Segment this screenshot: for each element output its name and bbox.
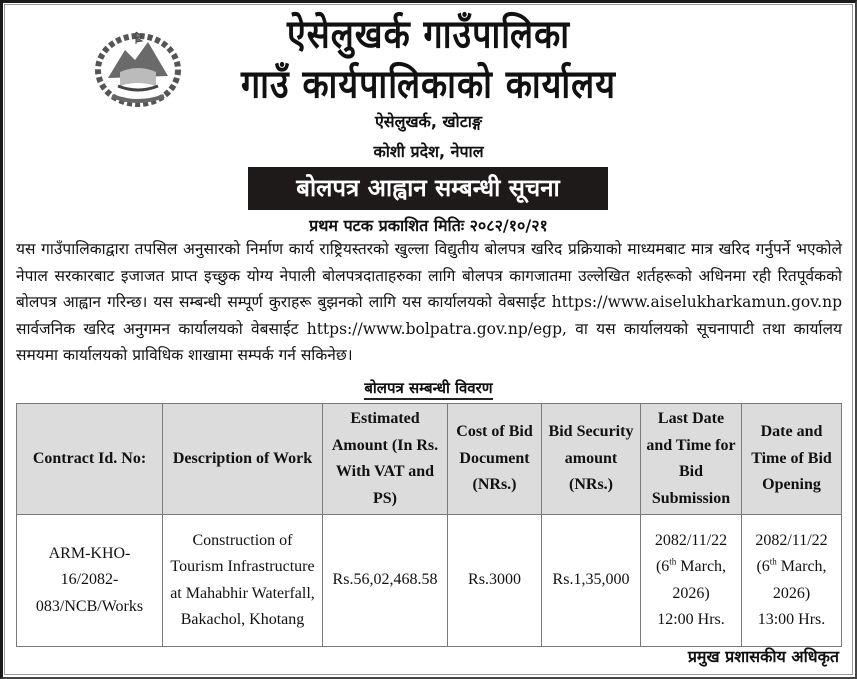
table-row bbox=[17, 515, 842, 647]
table-header-row bbox=[17, 404, 842, 515]
cell-estimated-amount: Rs.56,02,468.58 bbox=[323, 515, 448, 647]
submission-time: 12:00 Hrs. bbox=[657, 611, 725, 628]
office-name: गाउँ कार्यपालिकाको कार्यालय bbox=[241, 61, 616, 108]
column-header-bid-document-cost: Cost of Bid Document (NRs.) bbox=[448, 404, 542, 515]
municipality-name: ऐसेलुखर्क गाउँपालिका bbox=[286, 11, 571, 58]
opening-date-bs: 2082/11/22 bbox=[755, 531, 828, 549]
opening-date-ad-rest: March, 2026) bbox=[772, 558, 827, 602]
cell-submission-deadline bbox=[641, 515, 742, 647]
notice-title-banner: बोलपत्र आह्वान सम्बन्धी सूचना bbox=[248, 167, 608, 210]
cell-bid-opening bbox=[742, 515, 842, 647]
bid-details-table bbox=[16, 403, 842, 647]
notice-body: यस गाउँपालिकाद्वारा तपसिल अनुसारको निर्माण कार्य राष्ट्रियस्तरको खुल्ला विद्युतीय बोलपत्र खरिद प्रक्रियाको माध्यमबाट मात्र खरिद गर्नुपर्ने भएकोले नेपाल सरकारबाट इजाजत प्राप्त इच्छुक योग्य नेपाली बोलपत्रदाताहरुका लागि बोलपत्र कागजातमा उल्लेखित शर्तहरूको अधिनमा रही रितपूर्वकको बोलपत्र आह्वान गरिन्छ। यस सम्बन्धी सम्पूर्ण कुराहरू बुझनको लागि यस कार्यालयको वेबसाईट https://www.aiselukharkamun.gov.np सार्वजनिक खरिद अनुगमन कार्यालयको वेबसाईट https://www.bolpatra.gov.np/egp, वा यस कार्यालयको सूचनापाटी तथा कार्यालय समयमा कार्यालयको प्राविधिक शाखामा सम्पर्क गर्न सकिनेछ। bbox=[16, 240, 842, 364]
submission-date-bs: 2082/11/22 bbox=[654, 531, 728, 549]
address-line-2: कोशी प्रदेश, नेपाल bbox=[373, 142, 484, 161]
submission-date-ad-prefix: (6 bbox=[655, 558, 670, 575]
cell-bid-document-cost: Rs.3000 bbox=[448, 515, 542, 647]
first-published-date: प्रथम पटक प्रकाशित मितिः २०८२/१०/२१ bbox=[309, 216, 548, 235]
column-header-contract-id: Contract Id. No: bbox=[17, 404, 163, 515]
submission-date-ad-rest: March, 2026) bbox=[672, 558, 727, 602]
cell-description: Construction of Tourism Infrastructure at Mahabhir Waterfall, Bakachol, Khotang bbox=[163, 515, 323, 647]
cell-contract-id: ARM-KHO-16/2082-083/NCB/Works bbox=[17, 515, 163, 647]
submission-date-ad-sup: th bbox=[669, 556, 677, 567]
column-header-description: Description of Work bbox=[163, 404, 323, 515]
column-header-estimated-amount: Estimated Amount (In Rs. With VAT and PS) bbox=[323, 404, 448, 515]
details-heading-wrap bbox=[0, 378, 857, 398]
opening-date-ad-prefix: (6 bbox=[756, 558, 770, 575]
column-header-submission-deadline: Last Date and Time for Bid Submission bbox=[641, 404, 742, 515]
signatory: प्रमुख प्रशासकीय अधिकृत bbox=[687, 647, 839, 666]
opening-time: 13:00 Hrs. bbox=[757, 611, 826, 628]
address-line-1: ऐसेलुखर्क, खोटाङ्ग bbox=[374, 112, 483, 131]
details-heading: बोलपत्र सम्बन्धी विवरण bbox=[364, 379, 492, 400]
column-header-bid-security: Bid Security amount (NRs.) bbox=[542, 404, 641, 515]
cell-bid-security: Rs.1,35,000 bbox=[542, 515, 641, 647]
column-header-bid-opening: Date and Time of Bid Opening bbox=[742, 404, 842, 515]
opening-date-ad-sup: th bbox=[769, 556, 777, 567]
